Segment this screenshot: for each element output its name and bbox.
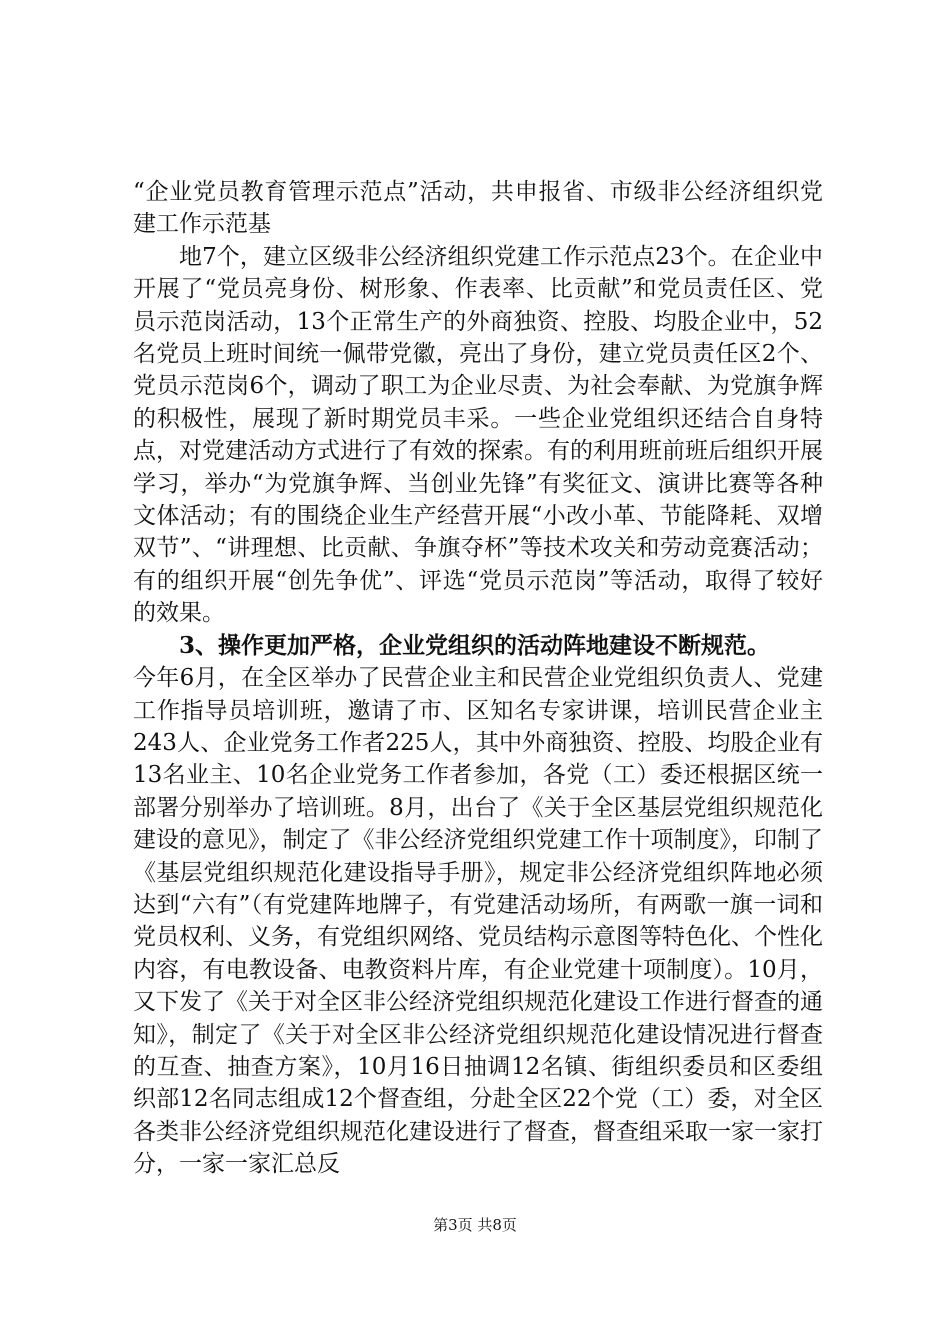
paragraph-training: 今年6月，在全区举办了民营企业主和民营企业党组织负责人、党建工作指导员培训班，邀请了市、区知名专家讲课，培训民营企业主243人、企业党务工作者225人，其中外商独资、控股、均股企业有13名业主、10名企业党务工作者参加，各党（工）委还根据区统一部署分别举办了培训班。8月，出台了《关于全区基层党组织规范化建设的意见》，制定了《非公经济党组织党建工作十项制度》，印制了《基层党组织规范化建设指导手册》，规定非公经济党组织阵地必须达到“六有”（有党建阵地牌子，有党建活动场所，有两歌一旗一词和党员权利、义务，有党组织网络、党员结构示意图等特色化、个性化内容，有电教设备、电教资料片库，有企业党建十项制度）。10月，又下发了《关于对全区非公经济党组织规范化建设工作进行督查的通知》，制定了《关于对全区非公经济党组织规范化建设情况进行督查的互查、抽查方案》，10月16日抽调12名镇、街组织委员和区委组织部12名同志组成12个督查组，分赴全区22个党（工）委，对全区各类非公经济党组织规范化建设进行了督查，督查组采取一家一家打分，一家一家汇总反 [133,665,823,1178]
page-number: 第3页 共8页 [433,1216,517,1234]
section-heading: 3、操作更加严格，企业党组织的活动阵地建设不断规范。 [179,631,771,659]
paragraph-continued: “企业党员教育管理示范点”活动，共申报省、市级非公经济组织党建工作示范基 [133,179,823,238]
document-body [133,176,823,1181]
paragraph-party-activities: 地7个，建立区级非公经济组织党建工作示范点23个。在企业中开展了“党员亮身份、树形象、作表率、比贡献”和党员责任区、党员示范岗活动，13个正常生产的外商独资、控股、均股企业中，52名党员上班时间统一佩带党徽，亮出了身份，建立党员责任区2个、党员示范岗6个，调动了职工为企业尽责、为社会奉献、为党旗争辉的积极性，展现了新时期党员丰采。一些企业党组织还结合自身特点，对党建活动方式进行了有效的探索。有的利用班前班后组织开展学习，举办“为党旗争辉、当创业先锋”有奖征文、演讲比赛等各种文体活动；有的围绕企业生产经营开展“小改小革、节能降耗、双增双节”、“讲理想、比贡献、争旗夺杯”等技术攻关和劳动竞赛活动；有的组织开展“创先争优”、评选“党员示范岗”等活动，取得了较好的效果。 [133,243,823,627]
page-footer [0,1214,950,1235]
